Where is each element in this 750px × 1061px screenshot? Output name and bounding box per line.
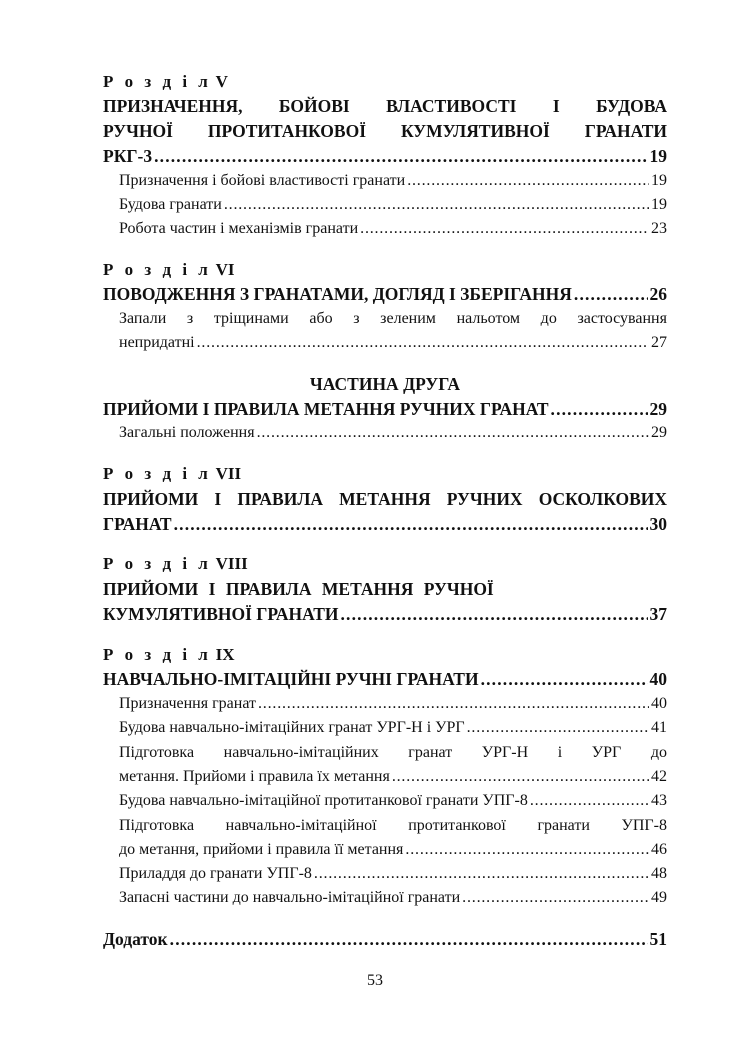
page-number: 53 xyxy=(367,972,383,989)
heading-word: ПРАВИЛА xyxy=(237,489,324,509)
toc-subentry-line[interactable] xyxy=(103,741,667,765)
toc-subentry-page: 40 xyxy=(651,695,667,712)
toc-subentry[interactable] xyxy=(103,331,667,355)
heading-word: ПРИЗНАЧЕННЯ, xyxy=(103,96,243,116)
toc-subentry-title: до метання, прийоми і правила її метання xyxy=(119,841,404,858)
toc-subentry-title: Приладдя до гранати УПГ-8 xyxy=(119,865,312,882)
toc-entry-page: 19 xyxy=(649,146,667,166)
toc-subentry-page: 29 xyxy=(651,424,667,441)
heading-word: РУЧНОЇ xyxy=(423,579,494,599)
dot-leader xyxy=(462,886,649,910)
toc-subentry-title: Будова гранати xyxy=(119,196,222,213)
toc-subentry[interactable] xyxy=(103,789,667,813)
entry-word: і xyxy=(557,744,563,761)
entry-word: гранати xyxy=(537,817,590,834)
toc-subentry-title: Будова навчально-імітаційної протитанкової гранати УПГ-8 xyxy=(119,792,528,809)
toc-subentry[interactable] xyxy=(103,193,667,217)
section-heading-line xyxy=(103,577,667,601)
heading-word: ОСКОЛКОВИХ xyxy=(538,489,667,509)
section-number: VIII xyxy=(215,554,248,573)
toc-subentry[interactable] xyxy=(103,692,667,716)
section-heading-line xyxy=(103,94,667,118)
entry-word: зеленим xyxy=(380,310,436,327)
entry-word: нальотом xyxy=(456,310,521,327)
toc-subentry-page: 42 xyxy=(651,768,667,785)
dot-leader xyxy=(551,397,648,421)
toc-subentry-title: Загальні положення xyxy=(119,424,255,441)
heading-word: МЕТАННЯ xyxy=(339,489,431,509)
toc-entry-page: 51 xyxy=(649,929,667,949)
toc-subentry-page: 41 xyxy=(651,719,667,736)
toc-subentry[interactable] xyxy=(103,862,667,886)
section-heading-line xyxy=(103,487,667,511)
entry-word: УПГ-8 xyxy=(621,817,667,834)
toc-entry-appendix[interactable] xyxy=(103,927,667,951)
toc-subentry-title: Запасні частини до навчально-імітаційної гранати xyxy=(119,889,461,906)
toc-subentry-page: 43 xyxy=(651,792,667,809)
heading-word: БУДОВА xyxy=(596,96,667,116)
dot-leader xyxy=(341,602,648,626)
dot-leader xyxy=(314,862,649,886)
toc-subentry[interactable] xyxy=(103,421,667,445)
section-word: Р о з д і л xyxy=(103,554,212,573)
toc-subentry-title: Призначення і бойові властивості гранати xyxy=(119,172,406,189)
toc-subentry-page: 27 xyxy=(651,334,667,351)
toc-entry[interactable] xyxy=(103,667,667,691)
section-heading-line xyxy=(103,119,667,143)
dot-leader xyxy=(405,838,649,862)
toc-subentry-title: Будова навчально-імітаційних гранат УРГ-Н і УРГ xyxy=(119,719,465,736)
toc-entry[interactable] xyxy=(103,282,667,306)
toc-entry-title: ПОВОДЖЕННЯ З ГРАНАТАМИ, ДОГЛЯД І ЗБЕРІГАННЯ xyxy=(103,284,572,304)
toc-subentry-title: Призначення гранат xyxy=(119,695,256,712)
heading-word: ВЛАСТИВОСТІ xyxy=(386,96,517,116)
heading-word: ПРИЙОМИ xyxy=(103,579,199,599)
toc-subentry[interactable] xyxy=(103,838,667,862)
heading-word: ПРАВИЛА xyxy=(225,579,312,599)
dot-leader xyxy=(467,716,649,740)
toc-subentry-page: 23 xyxy=(651,220,667,237)
section-number: IX xyxy=(215,645,235,664)
section-number: VII xyxy=(215,464,242,483)
heading-word: ПРОТИТАНКОВОЇ xyxy=(207,121,367,141)
heading-word: І xyxy=(208,579,216,599)
entry-word: гранат xyxy=(408,744,453,761)
heading-word: БОЙОВІ xyxy=(278,96,350,116)
heading-word: КУМУЛЯТИВНОЇ xyxy=(400,121,550,141)
toc-subentry-page: 19 xyxy=(651,172,667,189)
heading-word: І xyxy=(552,96,560,116)
toc-entry[interactable] xyxy=(103,512,667,536)
toc-entry-page: 29 xyxy=(649,399,667,419)
toc-entry-title: РКГ-3 xyxy=(103,146,153,166)
section-word: Р о з д і л xyxy=(103,645,212,664)
entry-word: або xyxy=(309,310,333,327)
heading-word: МЕТАННЯ xyxy=(321,579,414,599)
entry-word: Підготовка xyxy=(119,744,195,761)
entry-word: Підготовка xyxy=(119,817,195,834)
section-label xyxy=(103,70,667,94)
heading-word: ГРАНАТИ xyxy=(584,121,667,141)
toc-subentry-title: метання. Прийоми і правила їх метання xyxy=(119,768,390,785)
entry-word: УРГ xyxy=(591,744,622,761)
section-number: V xyxy=(215,72,228,91)
section-label xyxy=(103,552,667,576)
entry-word: застосування xyxy=(577,310,667,327)
toc-entry[interactable] xyxy=(103,144,667,168)
heading-word: РУЧНОЇ xyxy=(103,121,173,141)
toc-subentry[interactable] xyxy=(103,886,667,910)
toc-subentry-page: 49 xyxy=(651,889,667,906)
toc-entry-title: Додаток xyxy=(103,929,168,949)
section-word: Р о з д і л xyxy=(103,260,212,279)
toc-entry[interactable] xyxy=(103,397,667,421)
heading-word: І xyxy=(214,489,222,509)
section-number: VI xyxy=(215,260,235,279)
dot-leader xyxy=(360,217,649,241)
entry-word: до xyxy=(540,310,557,327)
toc-entry-page: 26 xyxy=(649,284,667,304)
section-label xyxy=(103,258,667,282)
dot-leader xyxy=(197,331,649,355)
dot-leader xyxy=(257,421,649,445)
toc-subentry[interactable] xyxy=(103,765,667,789)
entry-word: з xyxy=(186,310,194,327)
toc-entry-page: 37 xyxy=(649,604,667,624)
toc-subentry-title: Робота частин і механізмів гранати xyxy=(119,220,359,237)
entry-word: навчально-імітаційних xyxy=(223,744,379,761)
toc-subentry-line[interactable] xyxy=(103,307,667,331)
dot-leader xyxy=(154,144,647,168)
toc-subentry-page: 19 xyxy=(651,196,667,213)
toc-entry[interactable] xyxy=(103,602,667,626)
dot-leader xyxy=(574,282,648,306)
toc-subentry-line[interactable] xyxy=(103,814,667,838)
dot-leader xyxy=(407,169,649,193)
entry-word: УРГ-Н xyxy=(481,744,529,761)
toc-subentry[interactable] xyxy=(103,169,667,193)
dot-leader xyxy=(174,512,648,536)
heading-word: ПРИЙОМИ xyxy=(103,489,199,509)
dot-leader xyxy=(392,765,649,789)
entry-word: навчально-імітаційної xyxy=(225,817,377,834)
toc-entry-page: 40 xyxy=(649,669,667,689)
dot-leader xyxy=(224,193,649,217)
entry-word: Запали xyxy=(119,310,167,327)
entry-word: тріщинами xyxy=(213,310,289,327)
section-word: Р о з д і л xyxy=(103,72,212,91)
toc-subentry-page: 48 xyxy=(651,865,667,882)
section-word: Р о з д і л xyxy=(103,464,212,483)
section-label xyxy=(103,462,667,486)
toc-subentry-title: непридатні xyxy=(119,334,195,351)
entry-word: протитанкової xyxy=(408,817,506,834)
toc-entry-title: НАВЧАЛЬНО-ІМІТАЦІЙНІ РУЧНІ ГРАНАТИ xyxy=(103,669,479,689)
dot-leader xyxy=(530,789,649,813)
dot-leader xyxy=(258,692,649,716)
toc-entry-title: ПРИЙОМИ І ПРАВИЛА МЕТАННЯ РУЧНИХ ГРАНАТ xyxy=(103,399,549,419)
toc-entry-title: ГРАНАТ xyxy=(103,514,172,534)
heading-word: РУЧНИХ xyxy=(446,489,523,509)
entry-word: до xyxy=(650,744,667,761)
toc-subentry[interactable] xyxy=(103,716,667,740)
dot-leader xyxy=(170,927,648,951)
entry-word: з xyxy=(353,310,360,327)
part-title: ЧАСТИНА ДРУГА xyxy=(309,374,461,394)
toc-subentry-page: 46 xyxy=(651,841,667,858)
toc-entry-title: КУМУЛЯТИВНОЇ ГРАНАТИ xyxy=(103,604,339,624)
dot-leader xyxy=(481,667,648,691)
toc-subentry[interactable] xyxy=(103,217,667,241)
toc-entry-page: 30 xyxy=(649,514,667,534)
section-label xyxy=(103,643,667,667)
